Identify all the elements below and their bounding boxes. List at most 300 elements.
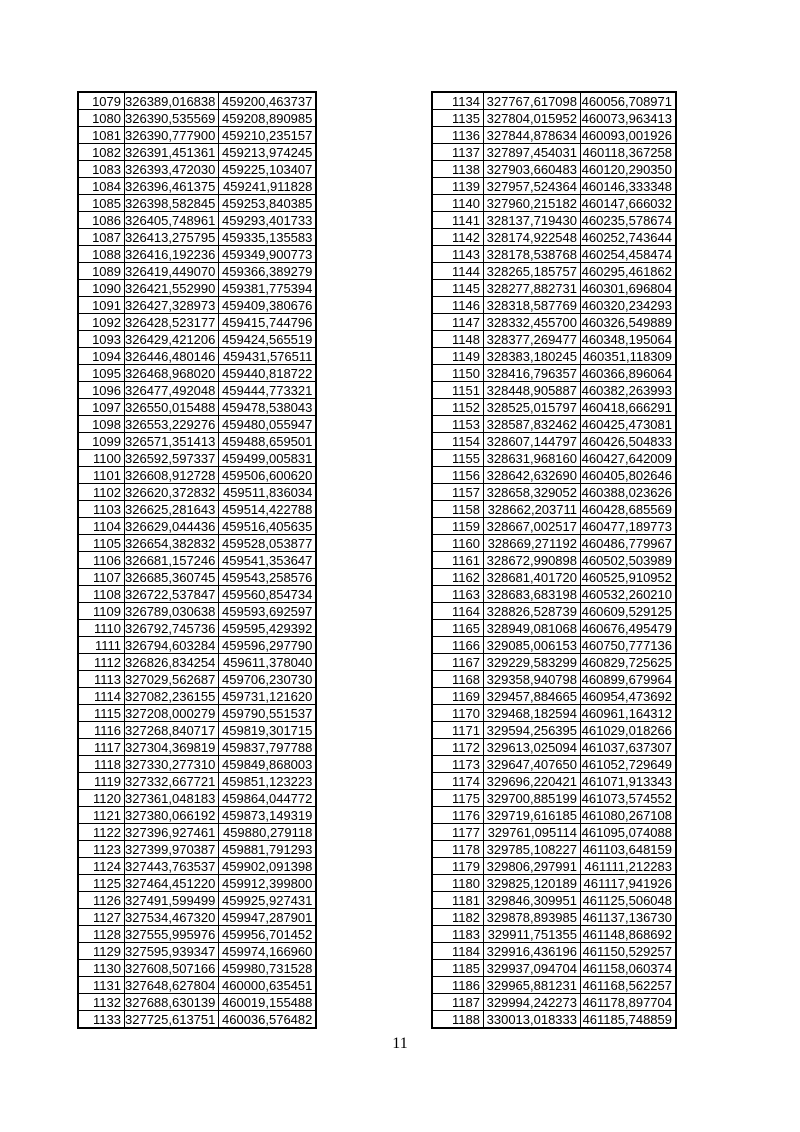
table-row — [78, 994, 316, 1011]
y-coordinate-cell: 459593,692597 — [219, 603, 317, 620]
x-coordinate-cell: 328669,271192 — [484, 535, 581, 552]
y-coordinate-cell: 461029,018266 — [581, 722, 677, 739]
point-number-cell: 1101 — [78, 467, 125, 484]
point-number-cell: 1186 — [432, 977, 484, 994]
table-row — [78, 263, 316, 280]
y-coordinate-cell: 459488,659501 — [219, 433, 317, 450]
table-row — [78, 127, 316, 144]
point-number-cell: 1187 — [432, 994, 484, 1011]
table-row — [432, 450, 676, 467]
table-row — [78, 705, 316, 722]
table-row — [432, 654, 676, 671]
table-row — [78, 586, 316, 603]
y-coordinate-cell: 459706,230730 — [219, 671, 317, 688]
point-number-cell: 1131 — [78, 977, 125, 994]
x-coordinate-cell: 329696,220421 — [484, 773, 581, 790]
table-row — [78, 654, 316, 671]
table-row — [78, 518, 316, 535]
table-row — [432, 637, 676, 654]
page-number: 11 — [392, 1035, 408, 1052]
table-row — [432, 246, 676, 263]
table-row — [78, 807, 316, 824]
table-row — [78, 92, 316, 110]
table-row — [78, 1011, 316, 1029]
x-coordinate-cell: 326608,912728 — [125, 467, 219, 484]
y-coordinate-cell: 461073,574552 — [581, 790, 677, 807]
table-row — [78, 841, 316, 858]
point-number-cell: 1176 — [432, 807, 484, 824]
y-coordinate-cell: 459506,600620 — [219, 467, 317, 484]
table-row — [78, 603, 316, 620]
x-coordinate-cell: 326419,449070 — [125, 263, 219, 280]
x-coordinate-cell: 329700,885199 — [484, 790, 581, 807]
point-number-cell: 1157 — [432, 484, 484, 501]
point-number-cell: 1084 — [78, 178, 125, 195]
x-coordinate-cell: 327029,562687 — [125, 671, 219, 688]
y-coordinate-cell: 461071,913343 — [581, 773, 677, 790]
x-coordinate-cell: 326722,537847 — [125, 586, 219, 603]
point-number-cell: 1148 — [432, 331, 484, 348]
y-coordinate-cell: 459837,797788 — [219, 739, 317, 756]
point-number-cell: 1149 — [432, 348, 484, 365]
y-coordinate-cell: 460477,189773 — [581, 518, 677, 535]
y-coordinate-cell: 460036,576482 — [219, 1011, 317, 1029]
x-coordinate-cell: 328662,203711 — [484, 501, 581, 518]
point-number-cell: 1125 — [78, 875, 125, 892]
point-number-cell: 1089 — [78, 263, 125, 280]
table-row — [432, 688, 676, 705]
y-coordinate-cell: 459241,911828 — [219, 178, 317, 195]
table-row — [432, 348, 676, 365]
y-coordinate-cell: 459849,868003 — [219, 756, 317, 773]
point-number-cell: 1082 — [78, 144, 125, 161]
table-row — [78, 195, 316, 212]
table-row — [78, 858, 316, 875]
table-row — [432, 535, 676, 552]
y-coordinate-cell: 461103,648159 — [581, 841, 677, 858]
table-row — [78, 178, 316, 195]
point-number-cell: 1079 — [78, 92, 125, 110]
table-row — [78, 212, 316, 229]
point-number-cell: 1107 — [78, 569, 125, 586]
table-row — [78, 314, 316, 331]
x-coordinate-cell: 328658,329052 — [484, 484, 581, 501]
point-number-cell: 1165 — [432, 620, 484, 637]
x-coordinate-cell: 329085,006153 — [484, 637, 581, 654]
y-coordinate-cell: 461158,060374 — [581, 960, 677, 977]
x-coordinate-cell: 329594,256395 — [484, 722, 581, 739]
point-number-cell: 1111 — [78, 637, 125, 654]
x-coordinate-cell: 327903,660483 — [484, 161, 581, 178]
x-coordinate-cell: 327268,840717 — [125, 722, 219, 739]
table-row — [432, 433, 676, 450]
y-coordinate-cell: 459880,279118 — [219, 824, 317, 841]
y-coordinate-cell: 459851,123223 — [219, 773, 317, 790]
point-number-cell: 1164 — [432, 603, 484, 620]
y-coordinate-cell: 461052,729649 — [581, 756, 677, 773]
table-row — [78, 416, 316, 433]
point-number-cell: 1183 — [432, 926, 484, 943]
y-coordinate-cell: 459595,429392 — [219, 620, 317, 637]
x-coordinate-cell: 326789,030638 — [125, 603, 219, 620]
point-number-cell: 1083 — [78, 161, 125, 178]
point-number-cell: 1152 — [432, 399, 484, 416]
y-coordinate-cell: 461148,868692 — [581, 926, 677, 943]
x-coordinate-cell: 329647,407650 — [484, 756, 581, 773]
point-number-cell: 1116 — [78, 722, 125, 739]
table-row — [432, 365, 676, 382]
table-row — [432, 943, 676, 960]
point-number-cell: 1109 — [78, 603, 125, 620]
x-coordinate-cell: 327957,524364 — [484, 178, 581, 195]
point-number-cell: 1146 — [432, 297, 484, 314]
table-row — [432, 178, 676, 195]
point-number-cell: 1080 — [78, 110, 125, 127]
x-coordinate-cell: 327332,667721 — [125, 773, 219, 790]
point-number-cell: 1095 — [78, 365, 125, 382]
point-number-cell: 1156 — [432, 467, 484, 484]
x-coordinate-cell: 327960,215182 — [484, 195, 581, 212]
table-row — [78, 977, 316, 994]
x-coordinate-cell: 327396,927461 — [125, 824, 219, 841]
y-coordinate-cell: 461150,529257 — [581, 943, 677, 960]
point-number-cell: 1142 — [432, 229, 484, 246]
point-number-cell: 1162 — [432, 569, 484, 586]
x-coordinate-cell: 328667,002517 — [484, 518, 581, 535]
table-row — [432, 841, 676, 858]
y-coordinate-cell: 459974,166960 — [219, 943, 317, 960]
x-coordinate-cell: 326428,523177 — [125, 314, 219, 331]
x-coordinate-cell: 326393,472030 — [125, 161, 219, 178]
x-coordinate-cell: 328448,905887 — [484, 382, 581, 399]
x-coordinate-cell: 329229,583299 — [484, 654, 581, 671]
x-coordinate-cell: 329911,751355 — [484, 926, 581, 943]
y-coordinate-cell: 460120,290350 — [581, 161, 677, 178]
x-coordinate-cell: 326550,015488 — [125, 399, 219, 416]
point-number-cell: 1126 — [78, 892, 125, 909]
point-number-cell: 1123 — [78, 841, 125, 858]
point-number-cell: 1185 — [432, 960, 484, 977]
table-row — [432, 909, 676, 926]
table-row — [432, 331, 676, 348]
table-row — [78, 144, 316, 161]
y-coordinate-cell: 459381,775394 — [219, 280, 317, 297]
x-coordinate-cell: 326685,360745 — [125, 569, 219, 586]
point-number-cell: 1166 — [432, 637, 484, 654]
y-coordinate-cell: 459731,121620 — [219, 688, 317, 705]
y-coordinate-cell: 459956,701452 — [219, 926, 317, 943]
y-coordinate-cell: 461185,748859 — [581, 1011, 677, 1029]
point-number-cell: 1119 — [78, 773, 125, 790]
point-number-cell: 1169 — [432, 688, 484, 705]
table-row — [78, 280, 316, 297]
table-row — [432, 382, 676, 399]
y-coordinate-cell: 460382,263993 — [581, 382, 677, 399]
table-row — [78, 246, 316, 263]
y-coordinate-cell: 459431,576511 — [219, 348, 317, 365]
x-coordinate-cell: 329965,881231 — [484, 977, 581, 994]
point-number-cell: 1170 — [432, 705, 484, 722]
y-coordinate-cell: 459200,463737 — [219, 92, 317, 110]
table-row — [432, 926, 676, 943]
x-coordinate-cell: 326390,535569 — [125, 110, 219, 127]
x-coordinate-cell: 329937,094704 — [484, 960, 581, 977]
x-coordinate-cell: 329613,025094 — [484, 739, 581, 756]
y-coordinate-cell: 460235,578674 — [581, 212, 677, 229]
x-coordinate-cell: 327208,000279 — [125, 705, 219, 722]
x-coordinate-cell: 328683,683198 — [484, 586, 581, 603]
y-coordinate-cell: 459478,538043 — [219, 399, 317, 416]
point-number-cell: 1100 — [78, 450, 125, 467]
x-coordinate-cell: 328826,528739 — [484, 603, 581, 620]
table-row — [78, 637, 316, 654]
table-row — [78, 110, 316, 127]
point-number-cell: 1151 — [432, 382, 484, 399]
x-coordinate-cell: 328174,922548 — [484, 229, 581, 246]
table-row — [432, 127, 676, 144]
x-coordinate-cell: 326794,603284 — [125, 637, 219, 654]
point-number-cell: 1104 — [78, 518, 125, 535]
table-row — [432, 144, 676, 161]
table-row — [78, 773, 316, 790]
x-coordinate-cell: 327804,015952 — [484, 110, 581, 127]
x-coordinate-cell: 327595,939347 — [125, 943, 219, 960]
y-coordinate-cell: 460425,473081 — [581, 416, 677, 433]
point-number-cell: 1180 — [432, 875, 484, 892]
y-coordinate-cell: 460056,708971 — [581, 92, 677, 110]
y-coordinate-cell: 460073,963413 — [581, 110, 677, 127]
y-coordinate-cell: 459864,044772 — [219, 790, 317, 807]
table-row — [78, 892, 316, 909]
table-row — [432, 722, 676, 739]
point-number-cell: 1081 — [78, 127, 125, 144]
table-row — [432, 467, 676, 484]
point-number-cell: 1141 — [432, 212, 484, 229]
table-row — [78, 926, 316, 943]
x-coordinate-cell: 327082,236155 — [125, 688, 219, 705]
point-number-cell: 1085 — [78, 195, 125, 212]
y-coordinate-cell: 459516,405635 — [219, 518, 317, 535]
x-coordinate-cell: 326405,748961 — [125, 212, 219, 229]
y-coordinate-cell: 460405,802646 — [581, 467, 677, 484]
x-coordinate-cell: 329825,120189 — [484, 875, 581, 892]
table-row — [432, 399, 676, 416]
point-number-cell: 1102 — [78, 484, 125, 501]
table-row — [78, 790, 316, 807]
x-coordinate-cell: 327844,878634 — [484, 127, 581, 144]
x-coordinate-cell: 326826,834254 — [125, 654, 219, 671]
point-number-cell: 1108 — [78, 586, 125, 603]
table-row — [432, 858, 676, 875]
point-number-cell: 1178 — [432, 841, 484, 858]
x-coordinate-cell: 326477,492048 — [125, 382, 219, 399]
table-row — [432, 603, 676, 620]
table-row — [432, 875, 676, 892]
table-row — [78, 909, 316, 926]
y-coordinate-cell: 460426,504833 — [581, 433, 677, 450]
table-row — [78, 688, 316, 705]
x-coordinate-cell: 328332,455700 — [484, 314, 581, 331]
y-coordinate-cell: 459560,854734 — [219, 586, 317, 603]
x-coordinate-cell: 328318,587769 — [484, 297, 581, 314]
point-number-cell: 1177 — [432, 824, 484, 841]
x-coordinate-cell: 328178,538768 — [484, 246, 581, 263]
y-coordinate-cell: 459480,055947 — [219, 416, 317, 433]
table-row — [78, 365, 316, 382]
y-coordinate-cell: 460502,503989 — [581, 552, 677, 569]
table-row — [78, 484, 316, 501]
point-number-cell: 1092 — [78, 314, 125, 331]
y-coordinate-cell: 459514,422788 — [219, 501, 317, 518]
point-number-cell: 1094 — [78, 348, 125, 365]
table-row — [78, 960, 316, 977]
table-row — [432, 229, 676, 246]
y-coordinate-cell: 459596,297790 — [219, 637, 317, 654]
x-coordinate-cell: 326553,229276 — [125, 416, 219, 433]
table-row — [78, 569, 316, 586]
y-coordinate-cell: 459440,818722 — [219, 365, 317, 382]
point-number-cell: 1113 — [78, 671, 125, 688]
x-coordinate-cell: 328681,401720 — [484, 569, 581, 586]
y-coordinate-cell: 460525,910952 — [581, 569, 677, 586]
point-number-cell: 1188 — [432, 1011, 484, 1029]
point-number-cell: 1140 — [432, 195, 484, 212]
table-row — [432, 569, 676, 586]
x-coordinate-cell: 327897,454031 — [484, 144, 581, 161]
y-coordinate-cell: 459444,773321 — [219, 382, 317, 399]
y-coordinate-cell: 460326,549889 — [581, 314, 677, 331]
point-number-cell: 1173 — [432, 756, 484, 773]
x-coordinate-cell: 326421,552990 — [125, 280, 219, 297]
table-row — [78, 433, 316, 450]
x-coordinate-cell: 329719,616185 — [484, 807, 581, 824]
y-coordinate-cell: 460147,666032 — [581, 195, 677, 212]
y-coordinate-cell: 459409,380676 — [219, 297, 317, 314]
point-number-cell: 1114 — [78, 688, 125, 705]
point-number-cell: 1172 — [432, 739, 484, 756]
x-coordinate-cell: 329358,940798 — [484, 671, 581, 688]
point-number-cell: 1127 — [78, 909, 125, 926]
table-row — [78, 348, 316, 365]
table-row — [78, 399, 316, 416]
x-coordinate-cell: 328525,015797 — [484, 399, 581, 416]
point-number-cell: 1159 — [432, 518, 484, 535]
point-number-cell: 1134 — [432, 92, 484, 110]
y-coordinate-cell: 461037,637307 — [581, 739, 677, 756]
table-row — [432, 263, 676, 280]
y-coordinate-cell: 459213,974245 — [219, 144, 317, 161]
table-row — [432, 790, 676, 807]
y-coordinate-cell: 459611,378040 — [219, 654, 317, 671]
point-number-cell: 1143 — [432, 246, 484, 263]
point-number-cell: 1145 — [432, 280, 484, 297]
point-number-cell: 1132 — [78, 994, 125, 1011]
y-coordinate-cell: 460252,743644 — [581, 229, 677, 246]
x-coordinate-cell: 326571,351413 — [125, 433, 219, 450]
table-row — [432, 773, 676, 790]
y-coordinate-cell: 459208,890985 — [219, 110, 317, 127]
point-number-cell: 1138 — [432, 161, 484, 178]
y-coordinate-cell: 460388,023626 — [581, 484, 677, 501]
table-row — [432, 195, 676, 212]
coordinate-table-left — [77, 91, 317, 1029]
table-row — [78, 535, 316, 552]
y-coordinate-cell: 459424,565519 — [219, 331, 317, 348]
table-row — [432, 756, 676, 773]
coordinate-table-right — [431, 91, 677, 1029]
x-coordinate-cell: 328642,632690 — [484, 467, 581, 484]
x-coordinate-cell: 329846,309951 — [484, 892, 581, 909]
x-coordinate-cell: 328672,990898 — [484, 552, 581, 569]
table-row — [432, 977, 676, 994]
x-coordinate-cell: 327534,467320 — [125, 909, 219, 926]
y-coordinate-cell: 460961,164312 — [581, 705, 677, 722]
x-coordinate-cell: 328377,269477 — [484, 331, 581, 348]
table-row — [432, 212, 676, 229]
table-row — [432, 586, 676, 603]
y-coordinate-cell: 459881,791293 — [219, 841, 317, 858]
table-row — [432, 518, 676, 535]
table-row — [432, 161, 676, 178]
y-coordinate-cell: 459912,399800 — [219, 875, 317, 892]
x-coordinate-cell: 328631,968160 — [484, 450, 581, 467]
table-row — [432, 892, 676, 909]
x-coordinate-cell: 326792,745736 — [125, 620, 219, 637]
x-coordinate-cell: 327725,613751 — [125, 1011, 219, 1029]
point-number-cell: 1150 — [432, 365, 484, 382]
y-coordinate-cell: 460428,685569 — [581, 501, 677, 518]
table-row — [432, 960, 676, 977]
x-coordinate-cell: 330013,018333 — [484, 1011, 581, 1029]
y-coordinate-cell: 460532,260210 — [581, 586, 677, 603]
y-coordinate-cell: 460301,696804 — [581, 280, 677, 297]
y-coordinate-cell: 459253,840385 — [219, 195, 317, 212]
table-row — [432, 110, 676, 127]
y-coordinate-cell: 459543,258576 — [219, 569, 317, 586]
point-number-cell: 1105 — [78, 535, 125, 552]
table-row — [432, 620, 676, 637]
point-number-cell: 1171 — [432, 722, 484, 739]
y-coordinate-cell: 460295,461862 — [581, 263, 677, 280]
point-number-cell: 1136 — [432, 127, 484, 144]
table-row — [78, 467, 316, 484]
x-coordinate-cell: 327443,763537 — [125, 858, 219, 875]
y-coordinate-cell: 460829,725625 — [581, 654, 677, 671]
x-coordinate-cell: 326629,044436 — [125, 518, 219, 535]
y-coordinate-cell: 459499,005831 — [219, 450, 317, 467]
y-coordinate-cell: 459366,389279 — [219, 263, 317, 280]
y-coordinate-cell: 459790,551537 — [219, 705, 317, 722]
table-row — [432, 484, 676, 501]
y-coordinate-cell: 459415,744796 — [219, 314, 317, 331]
x-coordinate-cell: 326625,281643 — [125, 501, 219, 518]
point-number-cell: 1129 — [78, 943, 125, 960]
y-coordinate-cell: 460000,635451 — [219, 977, 317, 994]
table-row — [432, 501, 676, 518]
y-coordinate-cell: 460609,529125 — [581, 603, 677, 620]
y-coordinate-cell: 459528,053877 — [219, 535, 317, 552]
point-number-cell: 1097 — [78, 399, 125, 416]
x-coordinate-cell: 326592,597337 — [125, 450, 219, 467]
x-coordinate-cell: 329878,893985 — [484, 909, 581, 926]
point-number-cell: 1103 — [78, 501, 125, 518]
x-coordinate-cell: 328383,180245 — [484, 348, 581, 365]
x-coordinate-cell: 326427,328973 — [125, 297, 219, 314]
point-number-cell: 1093 — [78, 331, 125, 348]
y-coordinate-cell: 460486,779967 — [581, 535, 677, 552]
table-row — [432, 994, 676, 1011]
y-coordinate-cell: 460366,896064 — [581, 365, 677, 382]
